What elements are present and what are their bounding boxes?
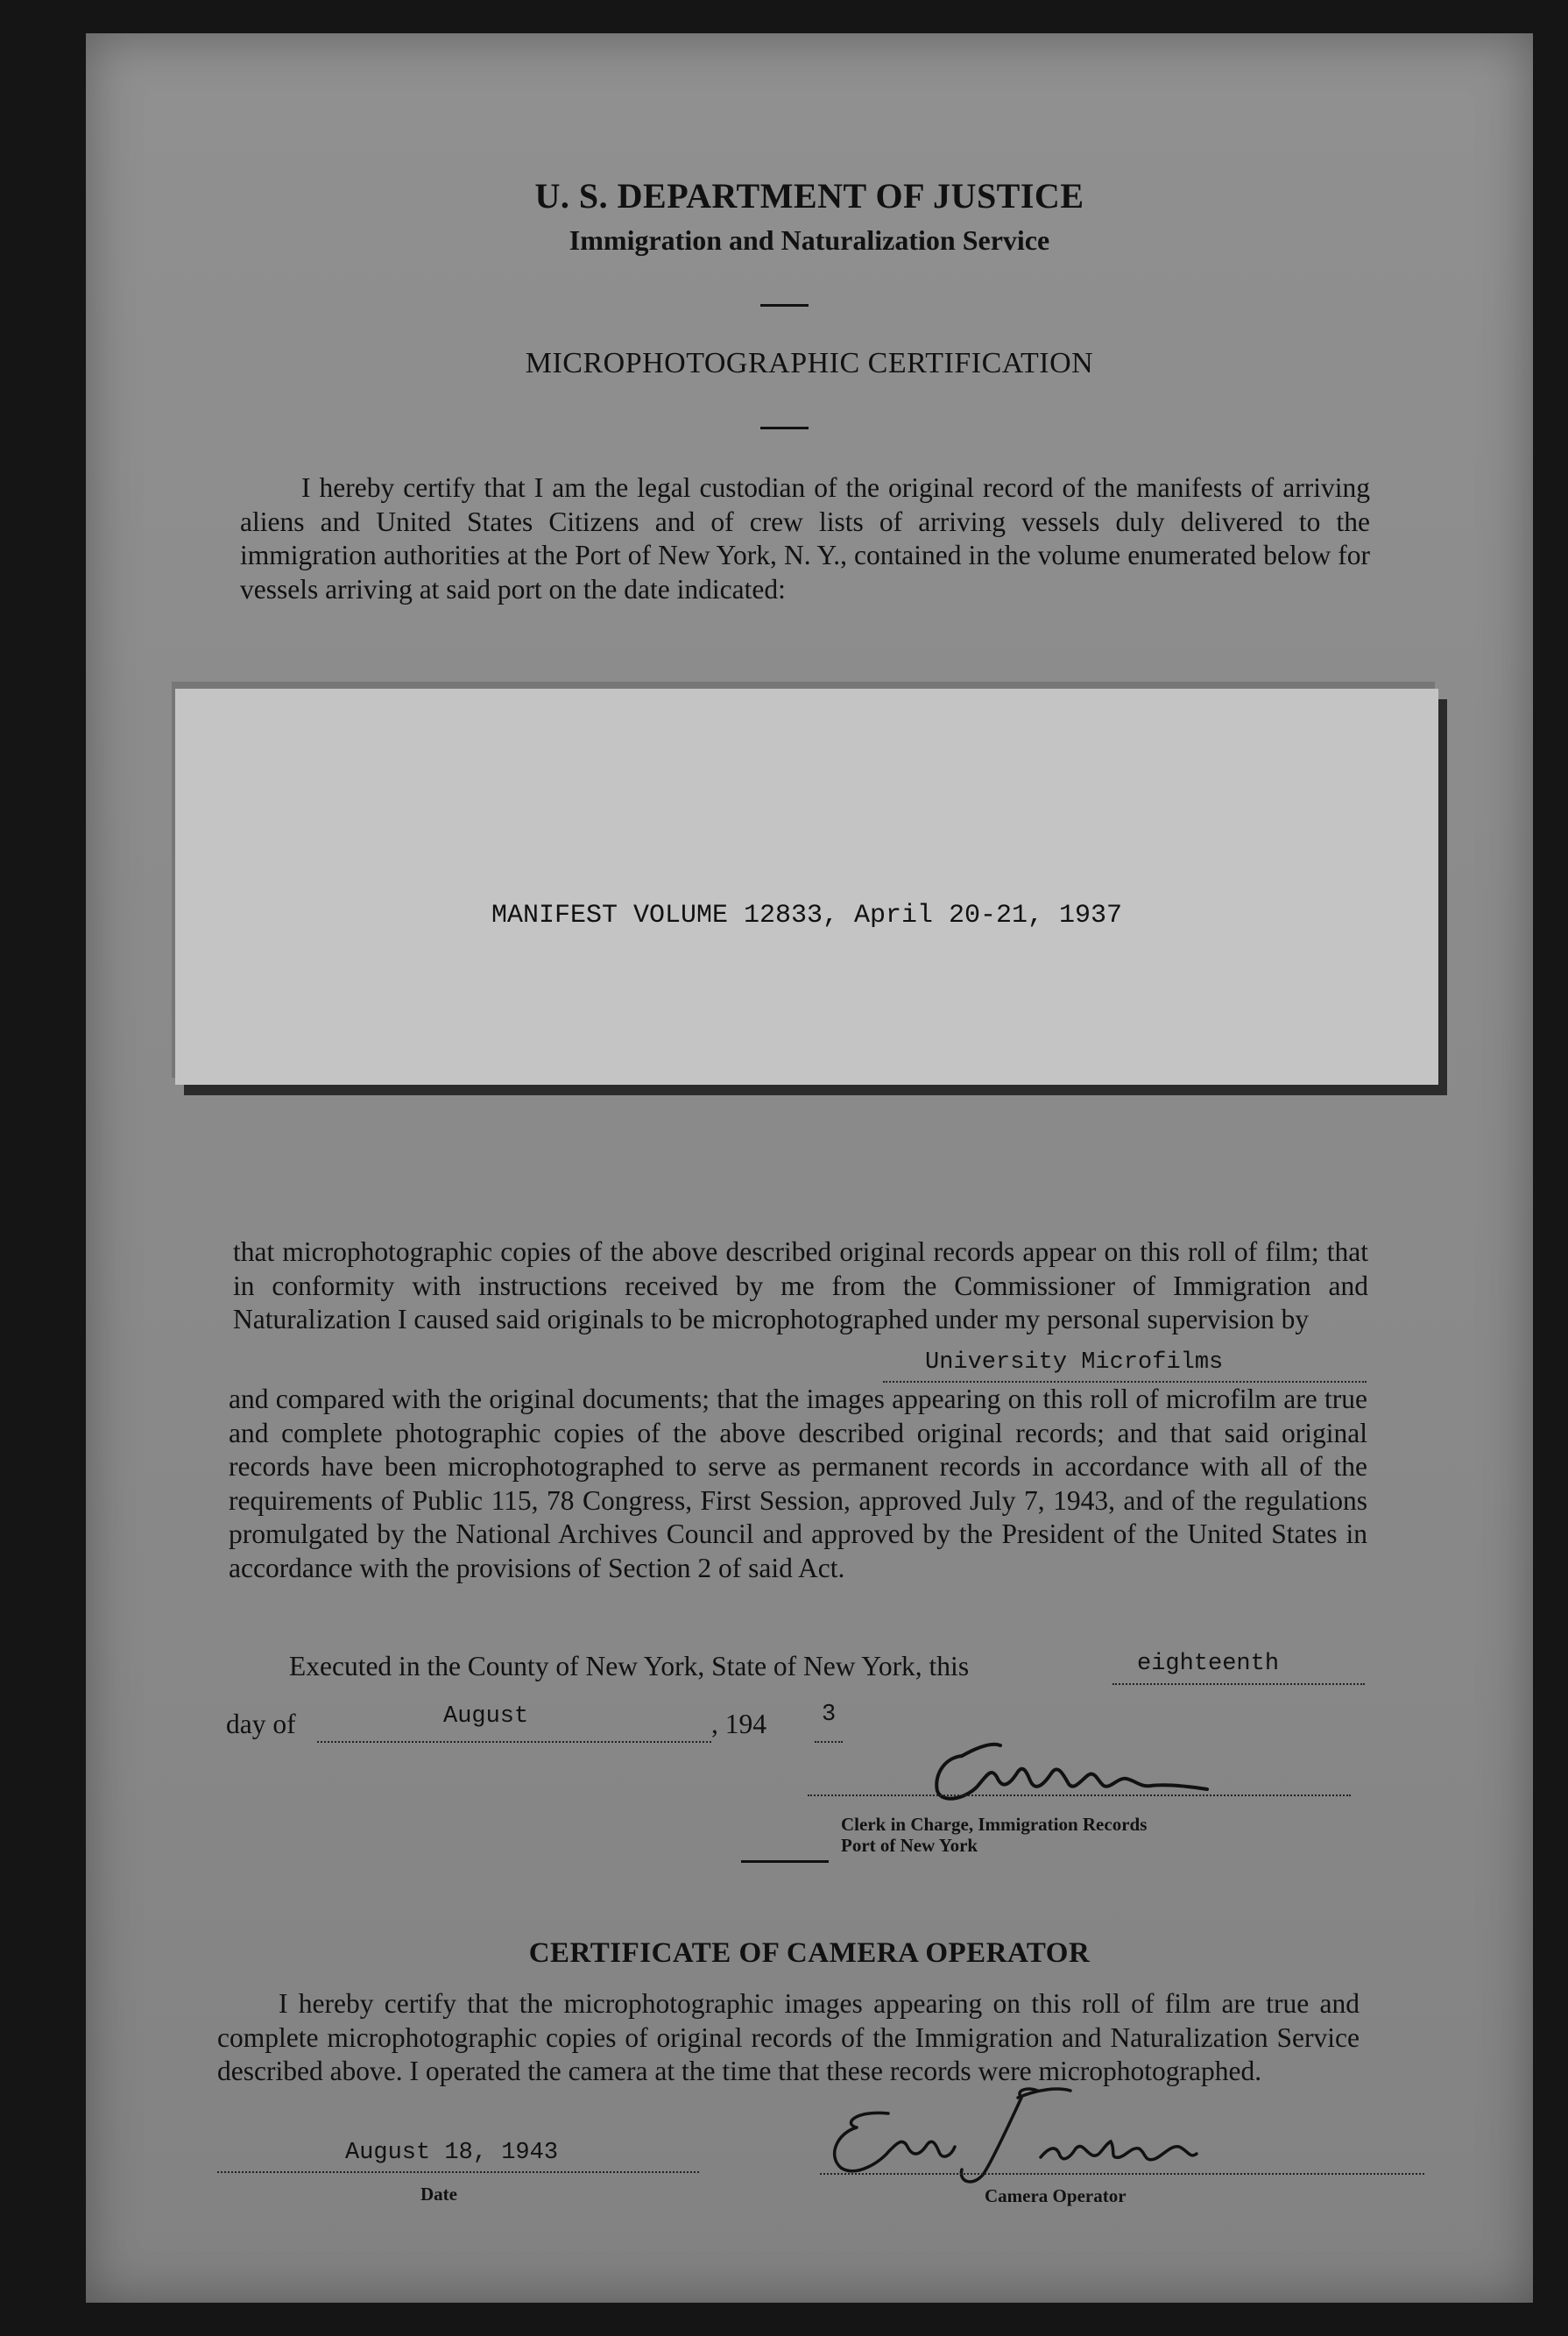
day-of-label: day of — [226, 1709, 296, 1739]
body-text-part2: and compared with the original documents; that the images appearing on this roll of microfilm are true and complete photographic copies of the above described original records; and that said original records have been microphotographed to serve as permanent records in accordance with all of the requirements of Public 115, 78 Congress, First Session, approved July 7, 1943, and of the regulations promulgated by the National Archives Council and approved by the President of the United States in accordance with the provisions of Section 2 of said Act. — [229, 1384, 1367, 1583]
operator-signature — [811, 2071, 1205, 2194]
year-digit: 3 — [822, 1702, 837, 1728]
date-value: August 18, 1943 — [345, 2140, 559, 2166]
operator-signature-line — [820, 2147, 1424, 2175]
divider — [760, 304, 809, 307]
day-value: eighteenth — [1137, 1651, 1280, 1677]
month-value: August — [443, 1703, 529, 1730]
clerk-signature-line — [808, 1768, 1351, 1796]
clerk-title: Clerk in Charge, Immigration Records — [841, 1814, 1148, 1835]
custodian-statement: I hereby certify that I am the legal custodian of the original record of the manifests of arriving aliens and United States Citizens and of crew lists of arriving vessels duly delivered to the immigration authorities at the Port of New York, N. Y., contained in the volume enumerated below for vessels arriving at said port on the date indicated: — [240, 472, 1370, 605]
clerk-signature — [927, 1723, 1216, 1810]
filmed-by-value: University Microfilms — [925, 1349, 1224, 1376]
camera-cert-title: CERTIFICATE OF CAMERA OPERATOR — [528, 1937, 1091, 1969]
department-heading: U. S. DEPARTMENT OF JUSTICE — [534, 176, 1084, 216]
certification-title: MICROPHOTOGRAPHIC CERTIFICATION — [525, 347, 1094, 379]
date-label: Date — [420, 2184, 457, 2205]
service-heading: Immigration and Naturalization Service — [569, 224, 1050, 256]
body-text-part1: that microphotographic copies of the above described original records appear on this roll of film; that in conformity with instructions received by me from the Commissioner of Immigration and Naturalization I caused said originals to be microphotographed under my personal supervision by — [233, 1236, 1368, 1334]
divider — [741, 1860, 829, 1863]
camera-cert-text: I hereby certify that the microphotographic images appearing on this roll of film are true and complete microphotographic copies of original records of the Immigration and Naturalization Service described above. I operated the camera at the time that these records were microphotographed. — [217, 1988, 1360, 2086]
clerk-location: Port of New York — [841, 1835, 978, 1856]
operator-label: Camera Operator — [985, 2185, 1127, 2206]
year-prefix: , 194 — [711, 1709, 766, 1739]
certificate-sheet — [86, 33, 1533, 2303]
divider — [760, 427, 809, 429]
volume-card-text: MANIFEST VOLUME 12833, April 20-21, 1937 — [491, 901, 1123, 931]
volume-card — [175, 689, 1438, 1085]
execution-lead: Executed in the County of New York, State of New York, this — [289, 1651, 970, 1681]
